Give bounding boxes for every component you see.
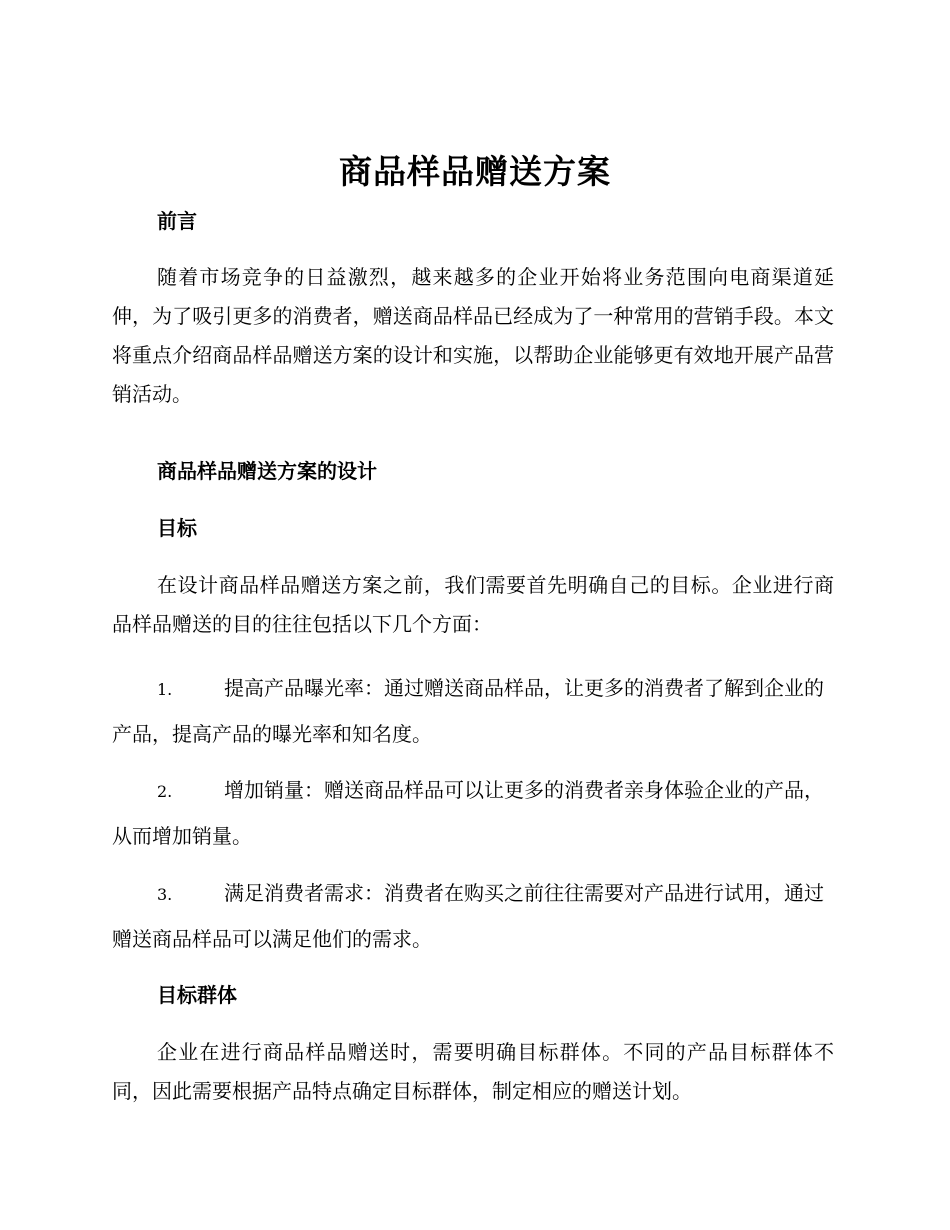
heading-preface: 前言 — [157, 209, 197, 233]
paragraph-target-group: 企业在进行商品样品赠送时，需要明确目标群体。不同的产品目标群体不同，因此需要根据产品特点确定目标群体，制定相应的赠送计划。 — [112, 1040, 834, 1103]
heading-goal: 目标 — [157, 516, 197, 540]
heading-design: 商品样品赠送方案的设计 — [157, 459, 377, 483]
list-item — [112, 768, 834, 859]
document-title: 商品样品赠送方案 — [339, 152, 611, 191]
paragraph-preface: 随着市场竞争的日益激烈，越来越多的企业开始将业务范围向电商渠道延伸，为了吸引更多的消费者，赠送商品样品已经成为了一种常用的营销手段。本文将重点介绍商品样品赠送方案的设计和实施，以帮助企业能够更有效地开展产品营销活动。 — [112, 265, 834, 406]
list-item-text: 提高产品曝光率：通过赠送商品样品，让更多的消费者了解到企业的产品，提高产品的曝光率和知名度。 — [112, 676, 824, 746]
list-item-number: 1. — [157, 680, 173, 699]
heading-target-group: 目标群体 — [157, 983, 237, 1007]
list-item — [112, 871, 834, 962]
list-item-number: 2. — [157, 782, 173, 801]
list-item-number: 3. — [157, 885, 173, 904]
list-item-text: 增加销量：赠送商品样品可以让更多的消费者亲身体验企业的产品，从而增加销量。 — [112, 778, 824, 848]
list-item — [112, 666, 834, 757]
paragraph-goal: 在设计商品样品赠送方案之前，我们需要首先明确自己的目标。企业进行商品样品赠送的目的往往包括以下几个方面： — [112, 573, 834, 636]
list-item-text: 满足消费者需求：消费者在购买之前往往需要对产品进行试用，通过赠送商品样品可以满足他们的需求。 — [112, 881, 824, 951]
